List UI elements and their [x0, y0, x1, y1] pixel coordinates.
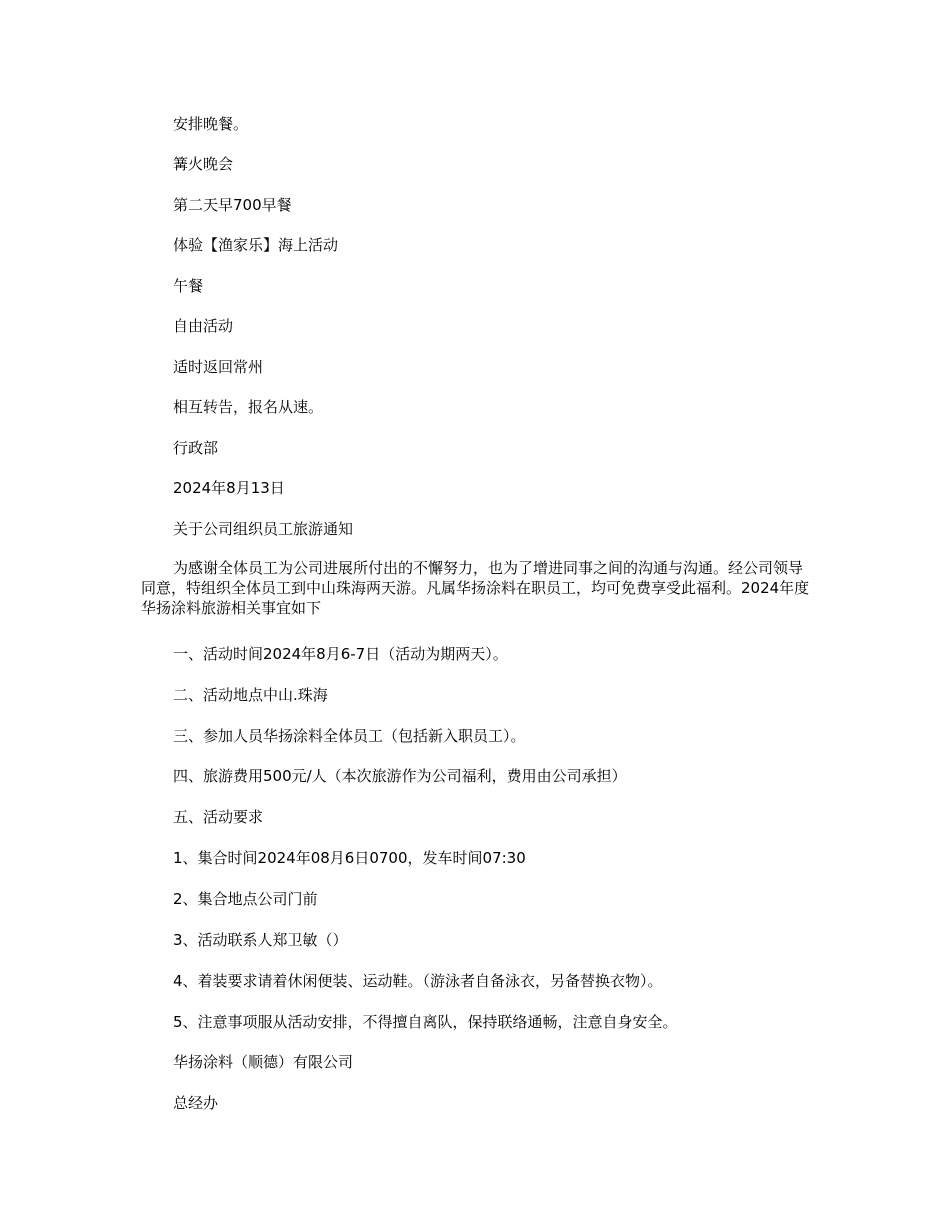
paragraph-lunch: 午餐 [173, 277, 204, 295]
paragraph-company: 华扬涂料（顺德）有限公司 [173, 1053, 354, 1071]
paragraph-req-2: 2、集合地点公司门前 [173, 890, 318, 908]
paragraph-free-activity: 自由活动 [173, 317, 234, 335]
paragraph-req-4: 4、着装要求请着休闲便装、运动鞋。（游泳者自备泳衣，另备替换衣物）。 [173, 972, 663, 990]
paragraph-breakfast: 第二天早700早餐 [173, 196, 292, 214]
paragraph-req-3: 3、活动联系人郑卫敏（） [173, 931, 348, 949]
paragraph-item-fee: 四、旅游费用500元/人（本次旅游作为公司福利，费用由公司承担） [173, 767, 627, 785]
paragraph-date: 2024年8月13日 [173, 479, 285, 497]
paragraph-dinner: 安排晚餐。 [173, 115, 249, 133]
paragraph-req-1: 1、集合时间2024年08月6日0700，发车时间07:30 [173, 849, 526, 867]
paragraph-item-requirements: 五、活动要求 [173, 808, 264, 826]
paragraph-notice: 相互转告，报名从速。 [173, 398, 324, 416]
paragraph-sea-activity: 体验【渔家乐】海上活动 [173, 236, 339, 254]
paragraph-item-time: 一、活动时间2024年8月6-7日（活动为期两天）。 [173, 645, 508, 663]
paragraph-req-5: 5、注意事项服从活动安排，不得擅自离队，保持联络通畅，注意自身安全。 [173, 1013, 678, 1031]
paragraph-return: 适时返回常州 [173, 358, 264, 376]
paragraph-item-location: 二、活动地点中山.珠海 [173, 686, 328, 704]
paragraph-item-participants: 三、参加人员华扬涂料全体员工（包括新入职员工）。 [173, 727, 526, 745]
paragraph-department: 行政部 [173, 439, 219, 457]
paragraph-bonfire: 篝火晚会 [173, 155, 234, 173]
paragraph-office: 总经办 [173, 1094, 219, 1112]
paragraph-title: 关于公司组织员工旅游通知 [173, 520, 354, 538]
paragraph-intro: 为感谢全体员工为公司进展所付出的不懈努力，也为了增进同事之间的沟通与沟通。经公司领导同意，特组织全体员工到中山珠海两天游。凡属华扬涂料在职员工，均可免费享受此福利。2024年度华扬涂料旅游相关事宜如下 [141, 559, 810, 617]
